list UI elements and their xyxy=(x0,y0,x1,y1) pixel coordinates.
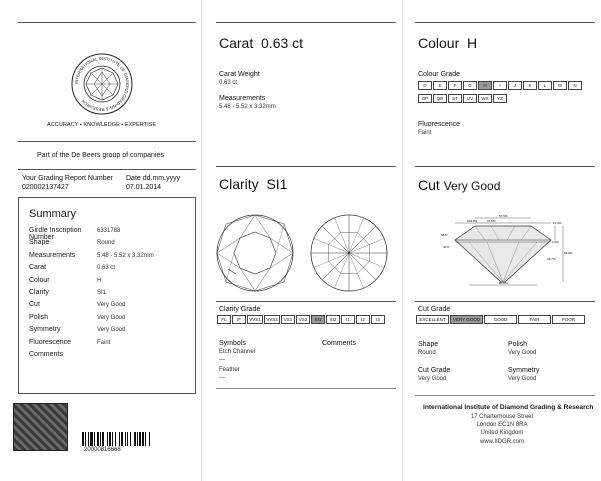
measurements-value: 5.48 - 5.52 x 3.32mm xyxy=(219,104,276,110)
shape-value: Round xyxy=(418,350,436,356)
summary-value: 0.63 ct xyxy=(97,265,116,272)
symbol-item: Feather xyxy=(219,367,240,373)
carat-heading xyxy=(219,35,303,51)
summary-value: Round xyxy=(97,240,115,247)
divider xyxy=(216,166,396,167)
polish-value: Very Good xyxy=(508,350,537,356)
summary-key: Fluorescence xyxy=(29,338,72,346)
grade-cell: I2 xyxy=(356,315,370,324)
grade-cell: J xyxy=(508,81,522,90)
proportion-pavilion-depth: 43.7% xyxy=(547,257,556,261)
barcode-bar xyxy=(142,432,144,446)
summary-value: 6331788 xyxy=(97,228,121,234)
clarity-label: Clarity xyxy=(219,176,259,192)
carat-label: Carat xyxy=(219,35,254,51)
summary-value: Very Good xyxy=(97,302,126,309)
grade-cell: FAIR xyxy=(518,315,551,324)
proportion-total-depth: 59.8% xyxy=(564,251,573,255)
measurements-label: Measurements xyxy=(219,95,266,102)
report-date: 07.01.2014 xyxy=(126,184,162,191)
summary-value: Very Good xyxy=(97,327,126,334)
summary-title: Summary xyxy=(29,208,77,220)
summary-row xyxy=(29,301,199,308)
summary-key: Comments xyxy=(29,351,63,358)
grade-cell: SI1 xyxy=(311,315,325,324)
divider xyxy=(18,141,196,142)
barcode-bar xyxy=(134,432,136,446)
barcode-bar xyxy=(137,432,138,446)
divider xyxy=(216,388,396,389)
pavilion-facet-line xyxy=(322,253,349,280)
colour-label: Colour xyxy=(418,35,460,51)
cut-value: Very Good xyxy=(443,179,501,193)
summary-row xyxy=(29,264,199,271)
grade-cell: ST xyxy=(448,94,462,103)
right-panel xyxy=(402,0,600,481)
summary-key: Shape xyxy=(29,239,50,247)
grade-cell: WX xyxy=(478,94,492,103)
carat-weight-value: 0.63 ct xyxy=(219,80,238,86)
address-line: United Kingdom xyxy=(480,430,524,436)
cut-grade-summary-value: Very Good xyxy=(418,376,447,382)
left-panel xyxy=(0,0,200,481)
cut-grade-summary-label: Cut Grade xyxy=(418,367,451,374)
cut-grade-label: Cut Grade xyxy=(418,306,451,313)
summary-value: 5.48 - 5.52 x 3.32mm xyxy=(97,252,154,259)
barcode-bar xyxy=(130,432,131,446)
summary-row xyxy=(29,339,199,346)
group-text: Part of the De Beers group of companies xyxy=(37,152,164,159)
grade-cell: E xyxy=(433,81,447,90)
barcode-bar xyxy=(102,432,104,446)
grade-cell: VS1 xyxy=(281,315,295,324)
grade-cell: VVS1 xyxy=(247,315,263,324)
fluorescence-label: Fluorescence xyxy=(418,121,461,128)
institute-name: International Institute of Diamond Grading & Research xyxy=(423,404,594,411)
summary-key: Carat xyxy=(29,264,47,272)
barcode-bar xyxy=(139,432,141,446)
summary-row xyxy=(29,314,199,321)
barcode-bar xyxy=(97,432,99,446)
date-label: Date dd.mm.yyyy xyxy=(126,175,181,182)
grade-cell: M xyxy=(553,81,567,90)
barcode-bar xyxy=(125,432,126,446)
summary-key: Cut xyxy=(29,301,40,309)
comments-label: Comments xyxy=(322,340,356,347)
grade-cell: POOR xyxy=(552,315,585,324)
grade-cell: I xyxy=(493,81,507,90)
middle-panel xyxy=(201,0,401,481)
summary-key: Symmetry xyxy=(29,326,61,334)
report-number: 020002137427 xyxy=(22,184,69,191)
symbol-dash: — xyxy=(219,375,225,381)
divider xyxy=(18,169,196,170)
pavilion-facet-line xyxy=(349,253,376,280)
pavilion-plot-diagram xyxy=(308,212,390,294)
institute-seal-logo xyxy=(70,52,134,116)
clarity-heading xyxy=(219,176,287,192)
grade-cell: IF xyxy=(232,315,246,324)
address-line: 17 Charterhouse Street xyxy=(470,414,534,420)
grade-cell: UV xyxy=(463,94,477,103)
divider xyxy=(216,301,396,302)
summary-key: Measurements xyxy=(29,251,76,259)
proportion-crown-angle: 56.5° xyxy=(441,233,449,237)
barcode-bar xyxy=(107,432,108,446)
clarity-value: SI1 xyxy=(266,176,288,192)
tagline: ACCURACY • KNOWLEDGE • EXPERTISE xyxy=(47,122,157,128)
grade-cell: QR xyxy=(433,94,447,103)
proportion-table: 57.5% xyxy=(499,214,508,218)
barcode-bar xyxy=(82,432,84,446)
proportion-girdle: 2.2% xyxy=(552,240,559,244)
grade-cell: VVS2 xyxy=(264,315,280,324)
colour-grade-scale-extended xyxy=(418,94,508,103)
cut-label: Cut xyxy=(418,177,440,193)
divider xyxy=(18,22,196,23)
shape-label: Shape xyxy=(418,341,439,348)
divider xyxy=(415,166,595,167)
proportion-crown-height: 13.4% xyxy=(553,221,562,225)
summary-value: H xyxy=(97,277,102,284)
barcode-bar xyxy=(109,432,111,446)
proportion-diameter: 100.0% xyxy=(467,219,478,223)
summary-row xyxy=(29,252,199,259)
colour-heading xyxy=(418,35,477,51)
carat-value: 0.63 ct xyxy=(261,35,304,51)
summary-row xyxy=(29,326,199,333)
barcode-bar xyxy=(127,432,128,446)
grade-cell: I1 xyxy=(341,315,355,324)
grade-cell: FL xyxy=(217,315,231,324)
grade-cell: SI2 xyxy=(326,315,340,324)
proportion-pavilion-angle: 40.6° xyxy=(443,245,451,249)
clarity-grade-scale xyxy=(217,315,386,324)
summary-row xyxy=(29,289,199,296)
grade-cell: F xyxy=(448,81,462,90)
grade-cell: OP xyxy=(418,94,432,103)
summary-row xyxy=(29,277,199,284)
symmetry-label: Symmetry xyxy=(508,367,540,374)
grade-cell: VS2 xyxy=(296,315,310,324)
grade-cell: I3 xyxy=(371,315,385,324)
barcode-bar xyxy=(85,432,86,446)
proportion-lower-half: 80.0% xyxy=(499,281,508,285)
grade-cell: H xyxy=(478,81,492,90)
seal-text: INTERNATIONAL INSTITUTE OF DIAMOND GRADING & RESEARCH xyxy=(73,55,131,113)
carat-weight-label: Carat Weight xyxy=(219,71,260,78)
divider xyxy=(415,22,595,23)
barcode-bar xyxy=(115,432,116,446)
symbol-dash: — xyxy=(219,357,225,363)
barcode-bar xyxy=(90,432,93,446)
grade-cell: G xyxy=(463,81,477,90)
divider xyxy=(216,22,396,23)
symbols-label: Symbols xyxy=(219,340,246,347)
address-line: London EC1N 8RA xyxy=(476,422,528,428)
colour-grade-scale xyxy=(418,81,583,90)
proportions-diagram xyxy=(439,212,573,287)
barcode-bar xyxy=(112,432,113,446)
fluorescence-value: Faint xyxy=(418,130,432,136)
grade-cell: L xyxy=(538,81,552,90)
barcode-bar xyxy=(94,432,95,446)
summary-key: Girdle Inscription Number xyxy=(29,227,82,241)
proportion-star: 37.5% xyxy=(487,219,496,223)
symmetry-value: Very Good xyxy=(508,376,537,382)
pavilion-facet-line xyxy=(322,226,349,253)
barcode-bar xyxy=(149,432,150,446)
clarity-grade-label: Clarity Grade xyxy=(219,306,261,313)
barcode-bar xyxy=(88,432,89,446)
grade-cell: VERY GOOD xyxy=(450,315,483,324)
barcode xyxy=(82,432,174,446)
colour-grade-label: Colour Grade xyxy=(418,71,461,78)
summary-row xyxy=(29,239,199,246)
hologram xyxy=(13,403,68,451)
website-link[interactable]: www.IIDGR.com xyxy=(479,439,524,445)
summary-key: Clarity xyxy=(29,289,49,296)
pavilion-facet-line xyxy=(349,226,376,253)
summary-key: Polish xyxy=(29,313,49,321)
colour-value: H xyxy=(467,35,478,51)
cut-heading xyxy=(418,177,500,193)
symbol-item: Etch Channel xyxy=(219,349,256,355)
cut-grade-scale xyxy=(416,315,586,324)
grade-cell: EXCELLENT xyxy=(416,315,449,324)
grade-cell: YZ xyxy=(493,94,507,103)
summary-row xyxy=(29,351,199,358)
barcode-number: 20000816668 xyxy=(84,447,121,453)
grade-cell: GOOD xyxy=(484,315,517,324)
summary-key: Colour xyxy=(29,276,50,284)
grade-cell: D xyxy=(418,81,432,90)
report-number-label: Your Grading Report Number xyxy=(22,175,113,182)
summary-value: SI1 xyxy=(97,290,107,296)
barcode-bar xyxy=(145,432,146,446)
crown-plot-diagram xyxy=(214,212,296,294)
summary-value: Very Good xyxy=(97,314,126,321)
barcode-bar xyxy=(100,432,101,446)
grade-cell: K xyxy=(523,81,537,90)
barcode-bar xyxy=(121,432,123,446)
summary-value: Faint xyxy=(97,339,111,346)
divider xyxy=(415,395,595,396)
polish-label: Polish xyxy=(508,341,528,348)
barcode-bar xyxy=(119,432,120,446)
grade-cell: N xyxy=(568,81,582,90)
divider xyxy=(415,301,595,302)
